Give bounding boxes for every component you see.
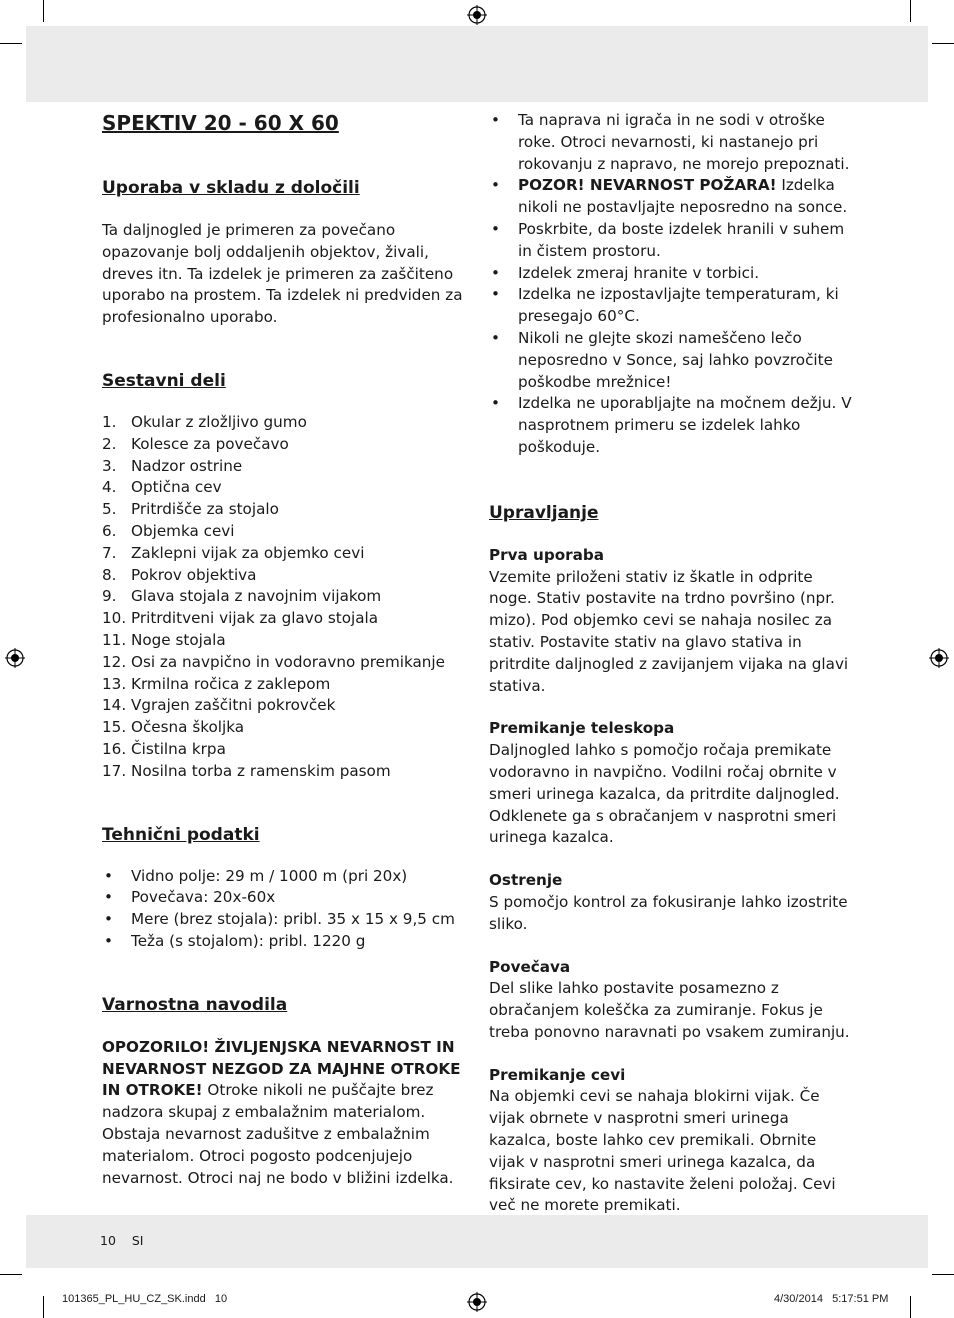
list-item: • Ta naprava ni igrača in ne sodi v otroške roke. Otroci nevarnosti, ki nastanejo pri rokovanju z napravo, ne morejo prepoznati. xyxy=(491,111,850,173)
language-code: SI xyxy=(131,1233,144,1248)
registration-mark-icon xyxy=(467,5,487,25)
subsection-title: Premikanje teleskopa xyxy=(489,719,675,738)
list-item: 3. Nadzor ostrine xyxy=(102,456,243,475)
file-slug: 101365_PL_HU_CZ_SK.indd 10 xyxy=(62,1293,228,1305)
list-item: 2. Kolesce za povečavo xyxy=(102,434,289,453)
list-item: • Mere (brez stojala): pribl. 35 x 15 x 9,5 cm xyxy=(104,910,455,929)
subsection-text: Na objemki cevi se nahaja blokirni vijak. Če vijak obrnete v nasprotni smeri urinega kazalca, boste lahko cev premikali. Obrnite vijak v nasprotni smeri urinega kazalca, da fiksirate cev, ko nastavite želeni položaj. Cevi več ne morete premikati. xyxy=(489,1087,836,1215)
crop-mark xyxy=(43,1296,44,1318)
list-item: • Izdelek zmeraj hranite v torbici. xyxy=(491,263,760,282)
list-item: • Poskrbite, da boste izdelek hranili v suhem in čistem prostoru. xyxy=(491,219,845,260)
left-column xyxy=(102,110,467,1189)
list-item: • Izdelka ne izpostavljajte temperaturam, ki presegajo 60°C. xyxy=(491,285,839,326)
subsection-text: Del slike lahko postavite posamezno z obračanjem koleščka za zumiranje. Fokus je treba ponovno naravnati po vsakem zumiranju. xyxy=(489,979,850,1041)
safety-warning xyxy=(102,1037,467,1190)
list-item: 16. Čistilna krpa xyxy=(102,739,226,758)
list-item: 5. Pritrdišče za stojalo xyxy=(102,500,279,519)
registration-mark-icon xyxy=(5,648,25,668)
subsection-title: Povečava xyxy=(489,957,571,976)
page-title: SPEKTIV 20 - 60 X 60 xyxy=(102,111,339,135)
intended-use-text: Ta daljnogled je primeren za povečano opazovanje bolj oddaljenih objektov, živali, dreves itn. Ta izdelek je primeren za zaščiteno uporabo na prostem. Ta izdelek ni predviden za profesionalno uporabo. xyxy=(102,221,463,327)
list-item: 7. Zaklepni vijak za objemko cevi xyxy=(102,543,365,562)
tech-list xyxy=(102,866,467,953)
subsection-title: Prva uporaba xyxy=(489,545,605,564)
crop-mark xyxy=(0,1274,22,1275)
list-item: • POZOR! NEVARNOST POŽARA! Izdelka nikoli ne postavljajte neposredno na sonce. xyxy=(491,176,848,217)
list-item: 8. Pokrov objektiva xyxy=(102,565,257,584)
safety-heading: Varnostna navodila xyxy=(102,994,288,1015)
footer-band xyxy=(26,1215,928,1268)
warning-text: Otroke nikoli ne puščajte brez nadzora skupaj z embalažnim materialom. Obstaja nevarnost zadušitve z embalažnim materialom. Otroci pogosto podcenjujejo nevarnost. Otroci naj ne bodo v bližini izdelka. xyxy=(102,1081,454,1187)
crop-mark xyxy=(0,43,22,44)
parts-heading: Sestavni deli xyxy=(102,370,226,391)
list-item: 11. Noge stojala xyxy=(102,630,226,649)
crop-mark xyxy=(910,0,911,22)
list-item: 10. Pritrditveni vijak za glavo stojala xyxy=(102,609,379,628)
crop-mark xyxy=(932,43,954,44)
list-item: 1. Okular z zložljivo gumo xyxy=(102,412,307,431)
list-item: 17. Nosilna torba z ramenskim pasom xyxy=(102,761,391,780)
list-item: 6. Objemka cevi xyxy=(102,521,235,540)
header-band xyxy=(26,26,928,102)
subsection-text: Vzemite priloženi stativ iz škatle in odprite noge. Stativ postavite na trdno površino (npr. mizo). Pod objemko cevi se nahaja nosilec za stativ. Postavite stativ na glavo stativa in pritrdite daljnogled z zavijanjem vijaka na glavi stativa. xyxy=(489,567,849,695)
timestamp-slug: 4/30/2014 5:17:51 PM xyxy=(774,1293,889,1305)
registration-mark-icon xyxy=(929,648,949,668)
list-item: • Vidno polje: 29 m / 1000 m (pri 20x) xyxy=(104,866,408,885)
list-item: • Teža (s stojalom): pribl. 1220 g xyxy=(104,931,366,950)
list-item: 12. Osi za navpično in vodoravno premikanje xyxy=(102,652,445,671)
list-item: • Izdelka ne uporabljajte na močnem dežju. V nasprotnem primeru se izdelek lahko poškoduje. xyxy=(491,394,852,456)
crop-mark xyxy=(43,0,44,22)
list-item: 15. Očesna školjka xyxy=(102,718,245,737)
subsection-title: Ostrenje xyxy=(489,871,563,890)
crop-mark xyxy=(910,1296,911,1318)
safety-list xyxy=(489,110,854,459)
page-footer xyxy=(100,1233,143,1248)
parts-list xyxy=(102,412,467,783)
page-number: 10 xyxy=(100,1233,116,1248)
list-item: 13. Krmilna ročica z zaklepom xyxy=(102,674,331,693)
list-item: 9. Glava stojala z navojnim vijakom xyxy=(102,587,382,606)
warning-bold-text: OPOZORILO! ŽIVLJENJSKA NEVARNOST IN NEVARNOST NEZGOD ZA MAJHNE OTROKE IN OTROKE! xyxy=(102,1037,461,1100)
subsection-title: Premikanje cevi xyxy=(489,1065,626,1084)
registration-mark-icon xyxy=(467,1292,487,1312)
subsection-text: S pomočjo kontrol za fokusiranje lahko izostrite sliko. xyxy=(489,892,848,933)
crop-mark xyxy=(932,1274,954,1275)
list-item: • Nikoli ne glejte skozi nameščeno lečo neposredno v Sonce, saj lahko povzročite poškodbe mrežnice! xyxy=(491,328,833,391)
list-item: • Povečava: 20x-60x xyxy=(104,888,276,907)
tech-heading: Tehnični podatki xyxy=(102,824,260,845)
list-item: 14. Vgrajen zaščitni pokrovček xyxy=(102,696,336,715)
subsection-text: Daljnogled lahko s pomočjo ročaja premikate vodoravno in navpično. Vodilni ročaj obrnite v smeri urinega kazalca, da pritrdite daljnogled. Odklenete ga s obračanjem v nasprotni smeri urinega kazalca. xyxy=(489,741,840,847)
right-column xyxy=(489,110,854,1217)
intended-use-heading: Uporaba v skladu z določili xyxy=(102,178,360,198)
list-item: 4. Optična cev xyxy=(102,478,222,497)
operation-heading: Upravljanje xyxy=(489,502,599,523)
